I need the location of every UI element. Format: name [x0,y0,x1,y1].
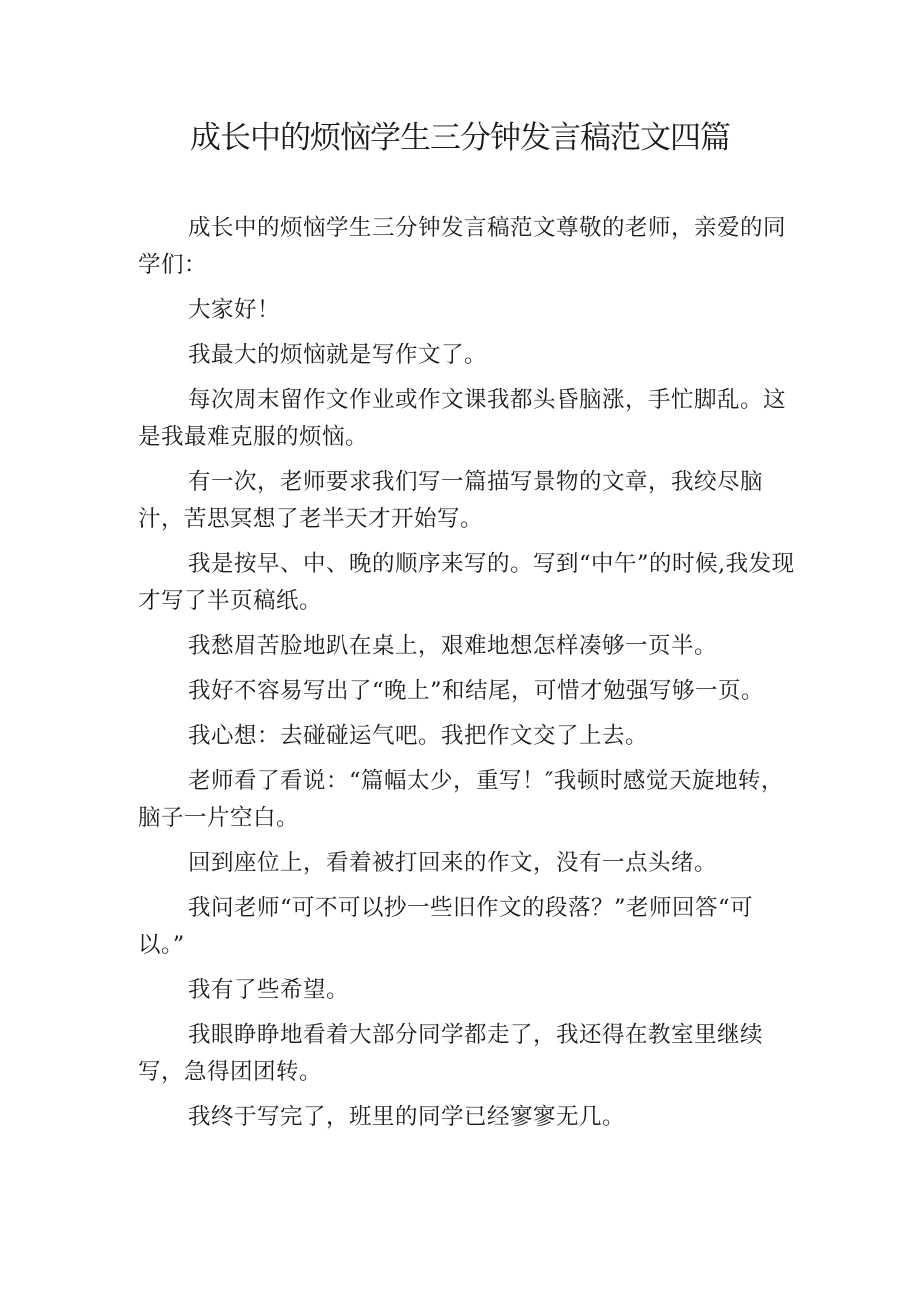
paragraph-8: 我好不容易写出了“晚上”和结尾，可惜才勉强写够一页。 [188,678,765,704]
paragraph-15: 我终于写完了，班里的同学已经寥寥无几。 [188,1104,626,1130]
paragraph-2: 大家好！ [188,297,281,323]
paragraph-11: 回到座位上，看着被打回来的作文，没有一点头绪。 [188,850,718,876]
paragraph-4: 每次周末留作文作业或作文课我都头昏脑涨，手忙脚乱。这是我最难克服的烦恼。 [138,387,787,450]
paragraph-14: 我眼睁睁地看着大部分同学都走了，我还得在教室里继续写，急得团团转。 [138,1022,764,1085]
paragraph-13: 我有了些希望。 [188,977,350,1003]
paragraph-10: 老师看了看说：“篇幅太少，重写！″我顿时感觉天旋地转，脑子一片空白。 [138,768,784,831]
paragraph-3: 我最大的烦恼就是写作文了。 [188,342,488,368]
document-body [138,210,798,1144]
paragraph-6: 我是按早、中、晚的顺序来写的。写到“中午”的时候,我发现才写了半页稿纸。 [138,551,795,614]
paragraph-1: 成长中的烦恼学生三分钟发言稿范文尊敬的老师，亲爱的同学们： [138,215,787,278]
paragraph-5: 有一次，老师要求我们写一篇描写景物的文章，我绞尽脑汁，苦思冥想了老半天才开始写。 [138,469,764,532]
document-title: 成长中的烦恼学生三分钟发言稿范文四篇 [190,120,730,156]
paragraph-12: 我问老师“可不可以抄一些旧作文的段落？”老师回答“可以。” [138,895,754,958]
paragraph-7: 我愁眉苦脸地趴在桌上，艰难地想怎样凑够一页半。 [188,633,718,659]
paragraph-9: 我心想：去碰碰运气吧。我把作文交了上去。 [188,723,649,749]
